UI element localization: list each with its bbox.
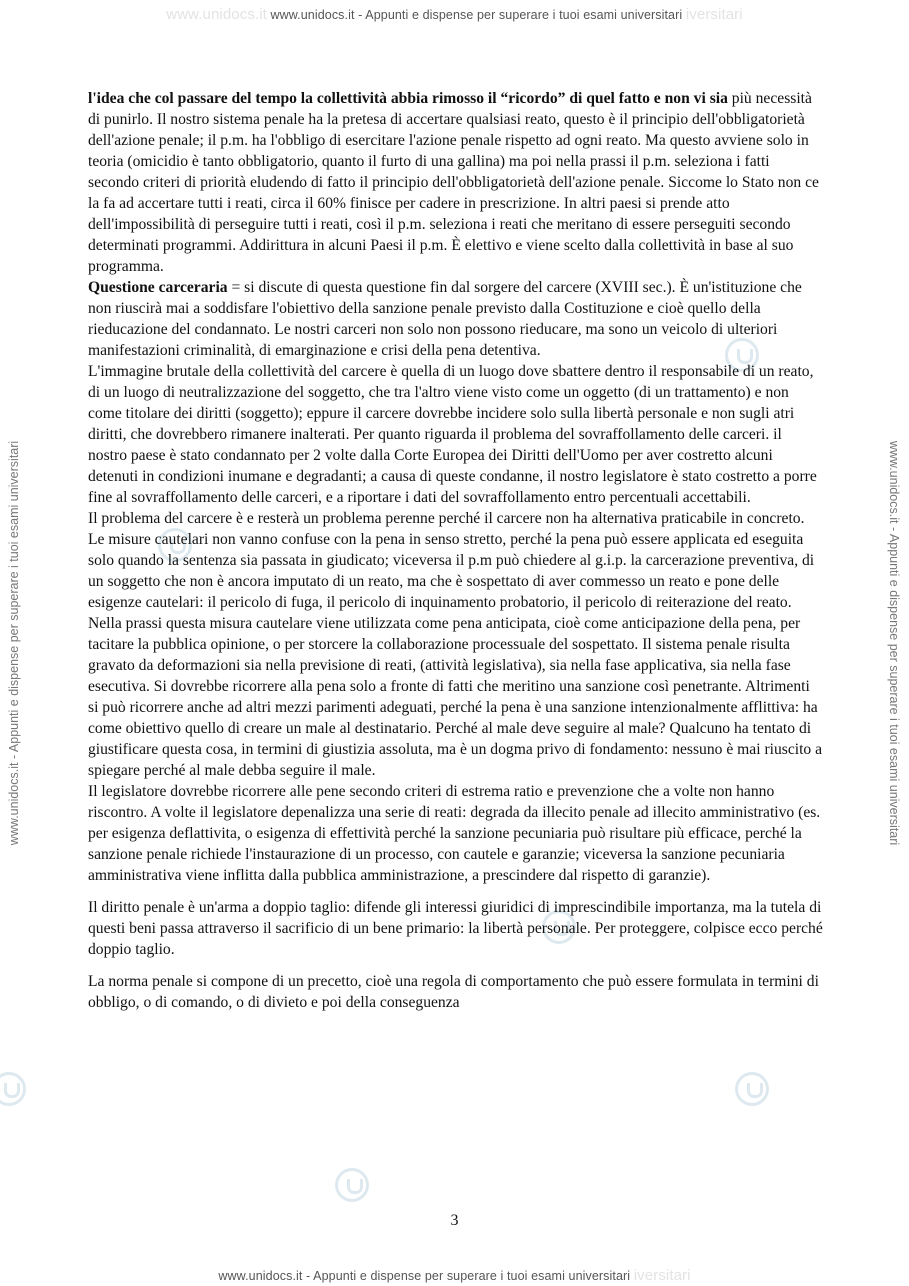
header-ghost-left: www.unidocs.it [166,6,267,23]
paragraph: Il legislatore dovrebbe ricorrere alle pene secondo criteri di estrema ratio e prevenzione che a volte non hanno riscontro. A volte il legislatore depenalizza una serie di reati: degrada da illecito penale ad illecito amministrativo (es. per esigenza deflattivita, o esigenza di effettività perché la sanzione pecuniaria può risultare più efficace, perché la sanzione penale richiede l'instaurazione di un processo, con cautele e garanzie; viceversa la sanzione pecuniaria amministrativa viene inflitta dalla pubblica amministrazione, a prescindere dal rispetto di garanzie). [88,783,821,884]
paragraph: L'immagine brutale della collettività del carcere è quella di un luogo dove sbattere dentro il responsabile di un reato, di un luogo di neutralizzazione del soggetto, che tra l'altro viene visto come un oggetto (di un trattamento) e non come titolare dei diritti (soggetto); eppure il carcere dovrebbe incidere solo sulla libertà personale e non sugli atri diritti, che dovrebbero rimanere inalterati. Per quanto riguarda il problema del sovraffollamento delle carceri. il nostro paese è stato condannato per 2 volte dalla Corte Europea dei Diritti dell'Uomo per aver costretto alcuni detenuti in condizioni inumane e degradanti; a causa di queste condanne, il nostro legislatore è stato costretto a porre fine al sovraffollamento delle carceri, e a riportare i dati del sovraffollamento entro percentuali accettabili. [88,363,817,506]
paragraph-text: = si discute di questa questione fin dal sorgere del carcere (XVIII sec.). È un'istituzione che non riuscirà mai a soddisfare l'obiettivo della sanzione penale previsto dalla Costituzione e cioè quello della rieducazione del condannato. Le nostri carceri non solo non possono rieducare, ma sono un veicolo di ulteriori manifestazioni criminalità, di emarginazione e crisi della pena detentiva. [88,279,802,359]
header-banner-text: www.unidocs.it - Appunti e dispense per superare i tuoi esami universitari [270,8,683,22]
paragraph [88,277,824,361]
paragraph: La norma penale si compone di un precetto, cioè una regola di comportamento che può essere formulata in termini di obbligo, o di comando, o di divieto e poi della conseguenza [88,973,819,1011]
footer-banner-text: www.unidocs.it - Appunti e dispense per superare i tuoi esami universitari [218,1269,631,1283]
paragraph-lead: l'idea che col passare del tempo la collettività abbia rimosso il “ricordo” di quel fatto e non vi sia [88,90,728,107]
watermark-logo-icon [0,1072,26,1106]
header-ghost-right: iversitari [685,6,743,23]
header-banner [0,6,909,23]
paragraph-text: più necessità di punirlo. Il nostro sistema penale ha la pretesa di accertare qualsiasi reato, questo è il principio dell'obbligatorietà dell'azione penale; il p.m. ha l'obbligo di esercitare l'azione penale rispetto ad ogni reato. Ma questo avviene solo in teoria (omicidio è tanto obbligatorio, quanto il furto di una gallina) ma poi nella prassi il p.m. seleziona i fatti secondo criteri di priorità eludendo di fatto il principio dell'obbligatorietà dell'azione penale. Siccome lo Stato non ce la fa ad accertare tutti i reati, circa il 60% finisce per cadere in prescrizione. In altri paesi si prende atto dell'impossibilità di perseguire tutti i reati, così il p.m. seleziona i reati che meritano di essere perseguiti secondo determinati programmi. Addirittura in alcuni Paesi il p.m. È elettivo e viene scelto dalla collettività in base al suo programma. [88,90,819,275]
paragraph: Le misure cautelari non vanno confuse con la pena in senso stretto, perché la pena può essere applicata ed eseguita solo quando la sentenza sia passata in giudicato; viceversa il p.m può chiedere al g.i.p. la carcerazione preventiva, di un soggetto che non è ancora imputato di un reato, ma che è sospettato di aver commesso un reato e pone delle esigenze cautelari: il pericolo di fuga, il pericolo di inquinamento probatorio, il pericolo di reiterazione del reato. Nella prassi questa misura cautelare viene utilizzata come pena anticipata, cioè come anticipazione della pena, per tacitare la pubblica opinione, o per storcere la collaborazione processuale del sospettato. Il sistema penale risulta gravato da deformazioni sia nella previsione di reati, (attività legislativa), sia nella fase applicativa, sia nella fase esecutiva. Si dovrebbe ricorrere alla pena solo a fronte di fatti che meritino una sanzione così penetrante. Altrimenti si può ricorrere anche ad altri mezzi parimenti adeguati, perché la pena è una sanzione intenzionalmente afflittiva: ha come obiettivo quello di creare un male al destinatario. Perché al male deve seguire al male? Qualcuno ha tentato di giustificare questa cosa, in termini di giustizia assoluta, ma è un dogma privo di fondamento: nessuno è mai riuscito a spiegare perché al male debba seguire il male. [88,531,823,779]
page-number: 3 [450,1212,459,1229]
watermark-logo-icon [335,1168,369,1202]
watermark-logo-icon [735,1072,769,1106]
paragraph: Il problema del carcere è e resterà un problema perenne perché il carcere non ha alternativa praticabile in concreto. [88,510,805,527]
left-side-watermark: www.unidocs.it - Appunti e dispense per superare i tuoi esami universitari [7,440,21,846]
footer-ghost-right: iversitari [633,1267,691,1284]
paragraph [88,88,824,277]
right-side-watermark: www.unidocs.it - Appunti e dispense per superare i tuoi esami universitari [887,440,901,846]
footer-banner [0,1267,909,1284]
section-term: Questione carceraria [88,279,228,296]
body-text [88,88,824,1013]
paragraph: Il diritto penale è un'arma a doppio taglio: difende gli interessi giuridici di imprescindibile importanza, ma la tutela di questi beni passa attraverso il sacrificio di un bene primario: la libertà personale. Per proteggere, colpisce ecco perché doppio taglio. [88,899,823,958]
